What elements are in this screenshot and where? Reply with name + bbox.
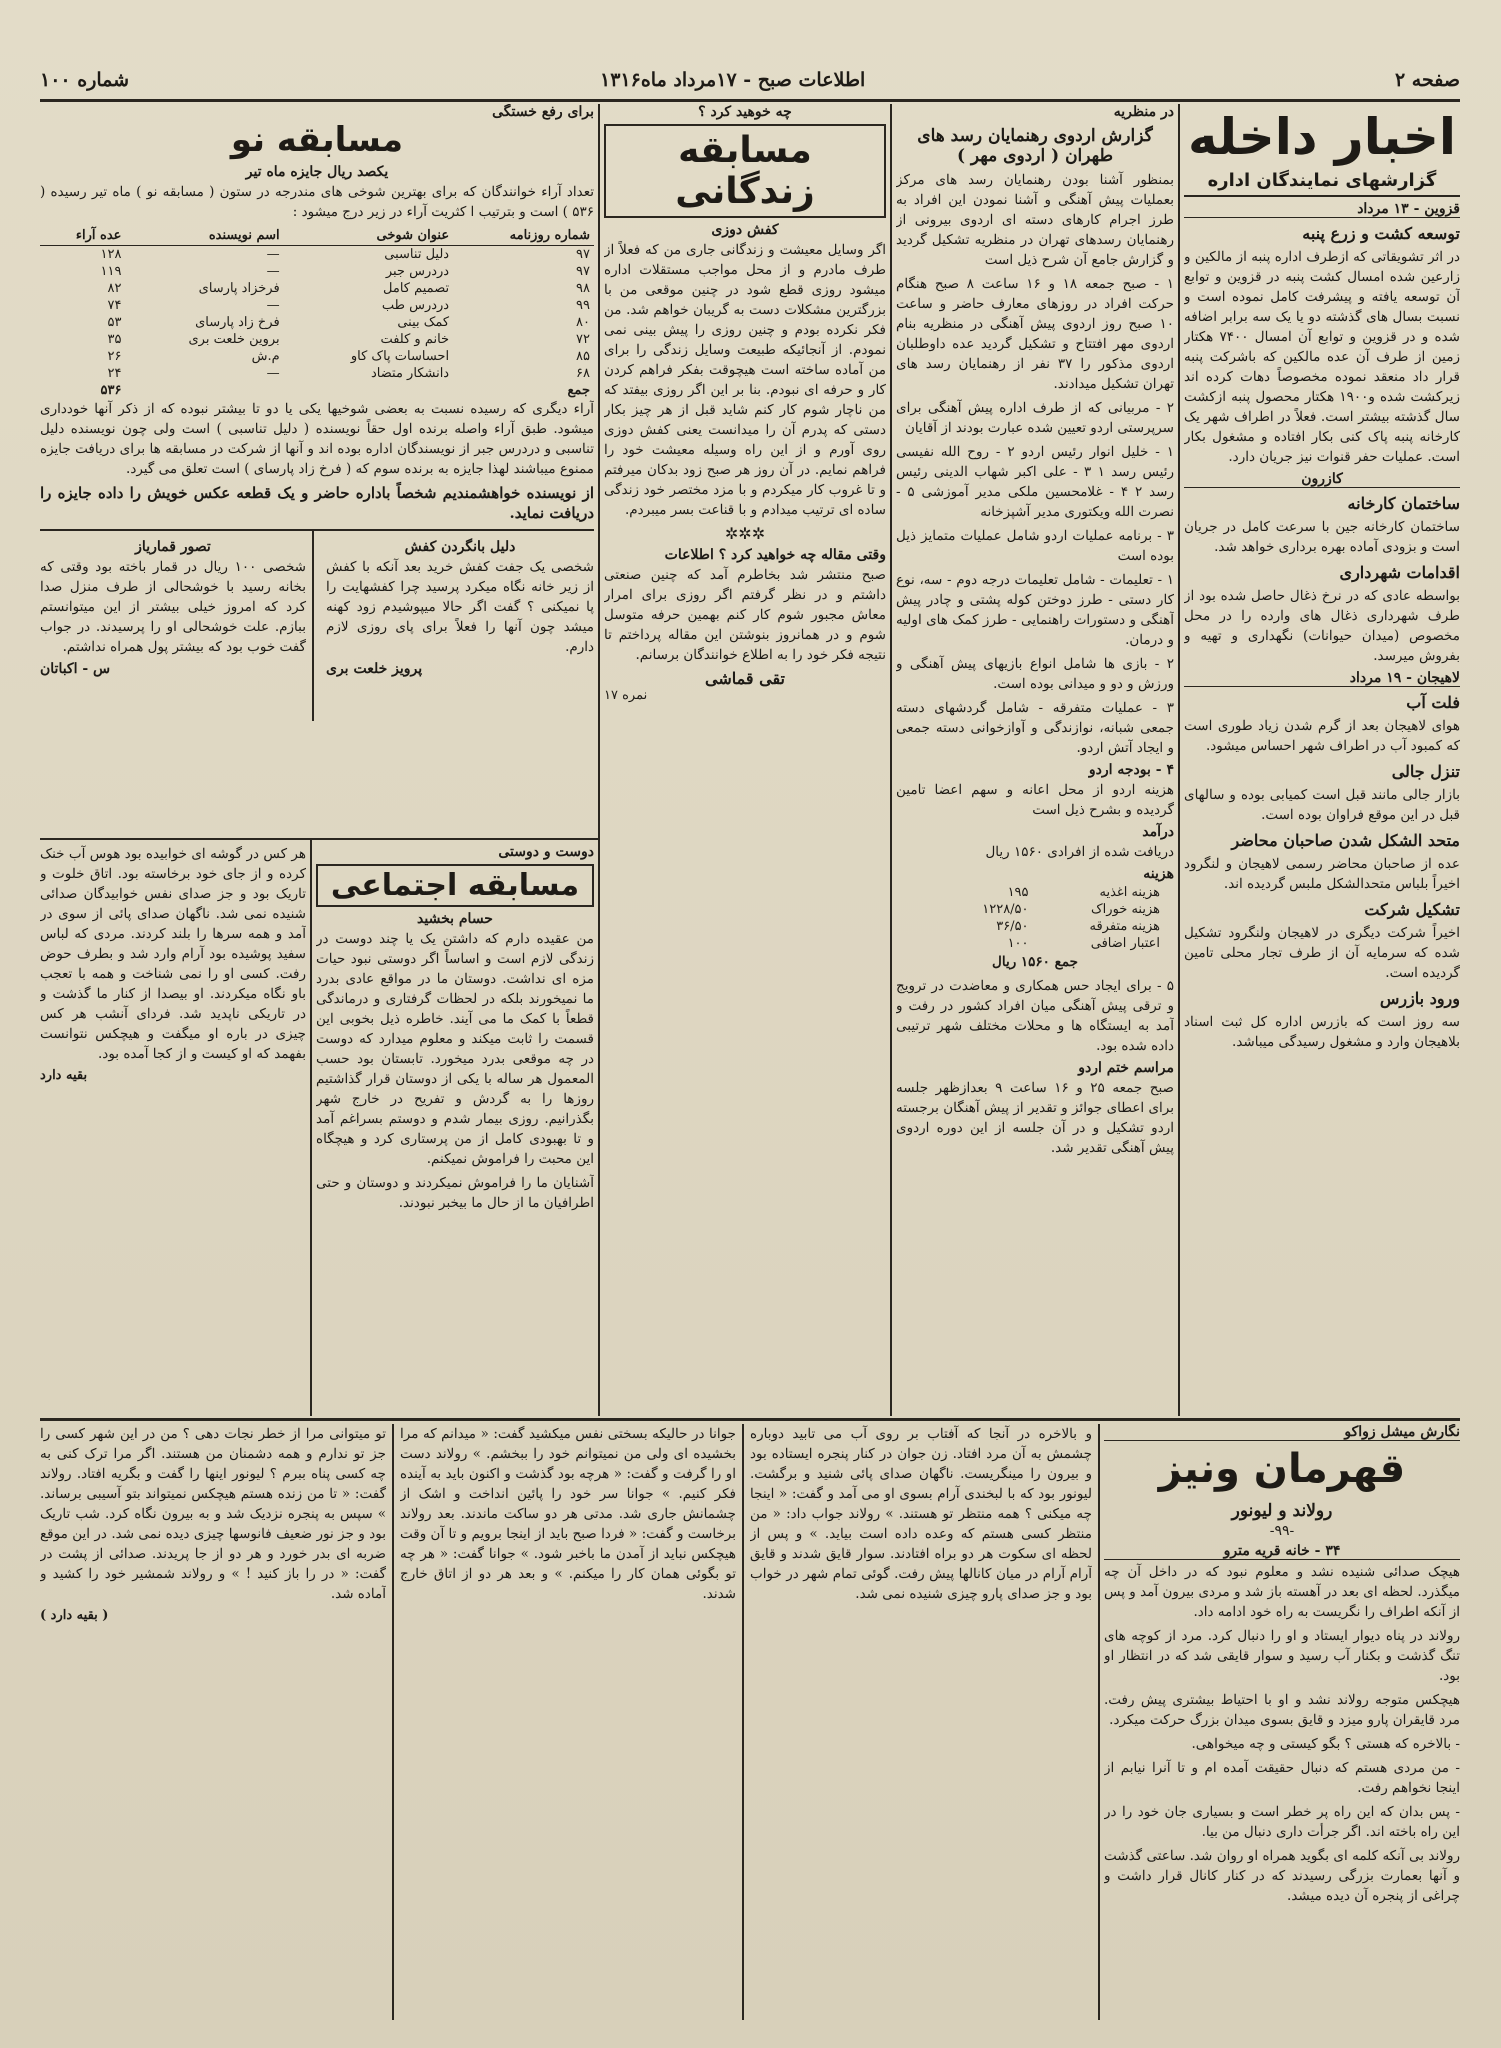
article-body: بمنظور آشنا بودن رهنمایان رسد های مرکز بعملیات پیش آهنگی و آشنا نمودن این افراد به طرز اجرام کارهای دسته ای اردوی بیرونی از رهنمایان رسدهای تهران در منظریه تشکیل گردید و گزارش جامع آن شرح ذیل است [896, 172, 1174, 268]
news-title: اخبار داخله [1187, 108, 1457, 166]
news-headline: متحد الشکل شدن صاحبان محاضر [1231, 831, 1460, 850]
section-kicker: برای رفع خستگی [492, 104, 594, 120]
table-cell: ۹۷ [576, 264, 590, 279]
column-divider [742, 1424, 744, 2020]
table-row [40, 280, 594, 297]
serial-paragraph: - پس بدان که این راه پر خطر است و بسیاری جان خود را در این راه باخته اند. اگر جرأت داری دنبال من بیا. [1104, 1804, 1460, 1840]
serial-title: قهرمان ونیز [1158, 1446, 1406, 1492]
news-body: هوای لاهیجان بعد از گرم شدن زیاد طوری است که کمبود آب در اطراف شهر احساس میشود. [1184, 718, 1460, 754]
page-number: صفحه ۲ [1394, 69, 1460, 91]
table-cell: ۷۲ [576, 332, 590, 347]
votes-table-header: اسم نویسنده [125, 226, 283, 246]
table-cell: احساسات پاک کاو [350, 349, 450, 364]
column-divider [310, 838, 312, 1416]
votes-table [40, 226, 594, 399]
table-cell: ۱۱۹ [100, 264, 122, 279]
serial-paragraph: جوانا در حالیکه بسختی نفس میکشید گفت: « میدانم که مرا بخشیده ای ولی من نمیتوانم خود را ببخشم. » رولاند دست او را گرفت و گفت: « هرچه بود گذشت و اکنون باید به آینده فکر کنیم. » جوانا سر خود را پائین انداخت و اشک از چشمانش جاری شد. مدتی هر دو ساکت ماندند. بعد رولاند برخاست و گفت: « فردا صبح باید از اینجا برویم و تا آن وقت هیچکس نباید از آمدن ما باخبر شود. » جوانا گفت: « هر چه تو بگوئی همان کار را میکنم. » و بعد هر دو از اتاق خارج شدند. [400, 1426, 736, 1602]
table-cell: هزینه خوراک [1091, 902, 1160, 917]
table-cell: ۸۲ [107, 281, 122, 296]
jokes-row [40, 529, 594, 721]
article-title: گزارش اردوی رهنمایان رسد های طهران ( اردوی مهر ) [917, 126, 1153, 166]
budget-heading: ۴ - بودجه اردو [1088, 762, 1174, 778]
serial-chapter: ۳۴ - خانه قریه مترو [1104, 1543, 1460, 1560]
article-body: ۱ - خلیل انوار رئیس اردو ۲ - روح الله نفیسی رئیس رسد ۱ ۳ - علی اکبر شهاب الدینی رئیس رسد ۲ ۴ - غلامحسین ملکی مدیر آموزشی ۵ - نصرت الله ویکتوری مدیر آشپزخانه [896, 444, 1174, 520]
news-headline: تنزل جالی [1391, 762, 1460, 781]
news-subtitle: گزارشهای نمایندگان اداره [1184, 170, 1460, 197]
internal-news-column [1184, 104, 1460, 1416]
table-cell: فرخزاد پارسای [198, 281, 280, 296]
table-row [40, 246, 594, 264]
article-body: تعداد آراء خوانندگان که برای بهترین شوخی های مندرجه در ستون ( مسابقه نو ) ماه تیر رسیده ( ۵۳۶ ) است و بترتیب ا کثریت آراء در زیر درج میشود : [40, 184, 594, 220]
votes-sum-label: جمع [567, 383, 590, 398]
table-cell: تصمیم کامل [383, 281, 450, 296]
article-title: مسابقه زندگانی [604, 124, 886, 218]
article-title: مسابقه نو [230, 120, 404, 160]
table-cell: ۱۲۲۸/۵۰ [982, 902, 1029, 917]
serial-paragraph: - بالاخره که هستی ؟ بگو کیستی و چه میخواهی. [1191, 1736, 1460, 1752]
table-cell: ۹۷ [576, 247, 590, 262]
masthead-row [40, 65, 1460, 99]
article-body: ۱ - صبح جمعه ۱۸ و ۱۶ ساعت ۸ صبح هنگام حرکت افراد در روزهای معارف حاضر و ساعت ۱۰ صبح روز اردوی پیش آهنگی در منظریه بنام اردوی مهر افتتاح و تشکیل گردید عده داوطلبان اردوی مذکور را ۳۷ نفر از رهنمایان رسد های تهران تشکیل میدادند. [896, 276, 1174, 392]
article-body: ۱ - تعلیمات - شامل تعلیمات درجه دوم - سه، نوع کار دستی - طرز دوختن کوله پشتی و چادر پیش آهنگی و دستورات راهنمایی - طرز کمک های اولیه و درمان. [896, 572, 1174, 648]
table-cell: ۸۵ [576, 349, 590, 364]
article-body: ۵ - برای ایجاد حس همکاری و معاضدت در ترویج و ترقی پیش آهنگی میان افراد کشور در رفت و آمد به ایستگاه ها و محلات مختلف شهر ترتیبی داده شده بود. [896, 978, 1174, 1054]
article-body: اگر وسایل معیشت و زندگانی جاری من که فعلاً از طرف مادرم و از محل مواجب مستقلات اداره میشود روزی قطع شود در چنین موقعی من با بزرگترین مشکلات دست به گریبان خواهم شد. من فکر نکرده بودم و چنین روزی را پیش بینی نمی نمودم. از آنجائیکه طبیعت وسایل زندگی را برای من آماده ساخته است هیچوقت بفکر فراهم کردن کار و حرفه ای نبودم. بنا بر این اگر روزی بیفتد که من ناچار شوم کار کنم شاید قبل از هر چیز بکار دستی که پدرم آن را میدانست یعنی کفش دوزی روی آورم و از این راه وسیله معیشت خود را فراهم نمایم. در آن روز هر صبح زود بدکان میرفتم و تا غروب کار میکردم و با مزد مختصر خود زندگی ساده ای ترتیب میدادم و با قناعت بسر میبردم. [604, 242, 886, 518]
serial-paragraph: رولاند بی آنکه کلمه ای بگوید همراه او روان شد. ساعتی گذشت و آنها بعمارت بزرگی رسیدند که در کنار کانال قرار داشت و چراغی از پنجره آن دیده میشد. [1104, 1848, 1460, 1904]
news-body: اخیراً شرکت دیگری در لاهیجان ولنگرود تشکیل شده که سرمایه آن از طرف تجار محلی تامین گردیده است. [1184, 925, 1460, 981]
serial-column [40, 1424, 386, 2020]
section-divider [40, 1418, 1460, 1421]
expense-heading: هزینه [1143, 866, 1174, 882]
serial-paragraph: - من مردی هستم که دنبال حقیقت آمده ام و تا آنرا نیابم از اینجا نخواهم رفت. [1104, 1760, 1460, 1796]
serial-subtitle: رولاند و لیونور [1231, 1501, 1333, 1521]
article-body: من عقیده دارم که داشتن یک یا چند دوست در زندگی لازم است و اساساً اگر دوستی نبود حیات مزه ای نداشت. دوستان ما در مواقع عادی بدرد ما نمیخورند بلکه در لحظات گرفتاری و درماندگی قطعاً با کمک ما می آیند. خاطره ذیل بخوبی این قسمت را ثابت میکند و معلوم میدارد که دوست در چه موقعی بدرد میخورد. تابستان بود حسب المعمول هر ساله با یکی از دوستان قرار گذاشتیم روزها را به گردش و تفریح در خارج شهر بگذرانیم. روزی بیمار شدم و دوستم بسراغم آمد و تا بهبودی کامل از من پرستاری کرد و هیچگاه این محبت را فراموش نمیکنم. [316, 931, 594, 1167]
table-cell: ۱۰۰ [1007, 936, 1029, 951]
article-body: ۲ - بازی ها شامل انواع بازیهای پیش آهنگی و ورزش و دو و میدانی بوده است. [896, 656, 1174, 692]
serial-author: نگارش میشل زواکو [1104, 1424, 1460, 1441]
column-divider [598, 104, 600, 1416]
article-subheading: وقتی مقاله چه خواهید کرد ؟ اطلاعات [664, 547, 886, 563]
budget-total: جمع ۱۵۶۰ ریال [992, 954, 1078, 970]
table-cell: ۹۸ [576, 281, 590, 296]
news-body: ساختمان کارخانه جین با سرعت کامل در جریان است و بزودی آماده بهره برداری خواهد شد. [1184, 519, 1460, 555]
table-cell: ۵۳ [107, 315, 122, 330]
entry-number: نمره ۱۷ [604, 688, 648, 703]
column-divider [1098, 1424, 1100, 2020]
table-cell: دردرس طب [381, 298, 450, 313]
joke-signature: پرویز خلعت بری [326, 661, 423, 677]
votes-table-header: عنوان شوخی [284, 226, 453, 246]
article-body: آشنایان ما را فراموش نمیکردند و دوستان و حتی اطرافیان ما از حال ما بیخبر نبودند. [316, 1175, 594, 1211]
continued-note: بقیه دارد [40, 1068, 88, 1083]
table-cell: — [266, 366, 280, 381]
news-headline: ورود بازرس [1379, 989, 1460, 1008]
author-name: حسام بخشید [417, 911, 493, 927]
table-cell: ۹۹ [576, 298, 590, 313]
new-contest-section [40, 104, 594, 834]
table-row [40, 331, 594, 348]
article-body: صبح منتشر شد بخاطرم آمد که چنین صنعتی داشتم و در نظر گرفتم اگر روزی برای امرار معاش مجبور شوم کار کنم بهمین حرفه متوسل شوم و در همانروز بنوشتن این مقاله پرداختم تا نتیجه فکر خود را به اطلاع خوانندگان برسانم. [604, 567, 886, 663]
votes-sum-value: ۵۳۶ [100, 383, 122, 398]
section-kicker: در منظریه [1113, 104, 1174, 120]
table-cell: ۶۸ [576, 366, 590, 381]
votes-table-header: شماره روزنامه [453, 226, 594, 246]
story-column [40, 844, 306, 1414]
joke-box [40, 535, 306, 677]
table-cell: بروین خلعت بری [188, 332, 280, 347]
dateline: کازرون [1184, 471, 1460, 488]
section-kicker: چه خوهید کرد ؟ [698, 104, 792, 120]
life-contest-column [604, 104, 886, 1416]
section-kicker: دوست و دوستی [498, 844, 594, 860]
votes-table-header: عده آراء [40, 226, 125, 246]
article-subtitle: کفش دوزی [711, 222, 779, 238]
serial-paragraph: هیچک صدائی شنیده نشد و معلوم نبود که در داخل آن چه میگذرد. لحظه ای بعد در آهسته باز شد و مردی بیرون آمد و پس از آنکه اطراف را نگریست به راه خود ادامه داد. [1104, 1564, 1460, 1620]
joke-title: دلیل بانگردن کفش [404, 539, 516, 555]
serial-column [750, 1424, 1092, 2020]
table-cell: دردرس جبر [385, 264, 450, 279]
income-heading: درآمد [1142, 824, 1174, 840]
article-subtitle: یکصد ریال جایزه ماه تیر [245, 164, 389, 180]
joke-body: شخصی یک جفت کفش خرید بعد آنکه با کفش از زیر خانه نگاه میکرد پرسید چرا کفشهایت را پا نمیکنی ؟ گفت اگر حالا میپوشیدم زود کهنه میشد چون آنها را فعلاً برای پای روزی لازم دارم. [326, 559, 594, 655]
table-cell: خانم و کلفت [380, 332, 450, 347]
news-body: سه روز است که بازرس اداره کل ثبت اسناد بلاهیجان وارد و مشغول رسیدگی میباشد. [1184, 1014, 1460, 1050]
serial-column [400, 1424, 736, 2020]
article-body: ۳ - برنامه عملیات اردو شامل عملیات متمایز ذیل بوده است [896, 528, 1174, 564]
income-line: دریافت شده از افرادی ۱۵۶۰ ریال [985, 844, 1174, 860]
joke-signature: س - اکباتان [40, 661, 111, 677]
table-cell: کمک بینی [397, 315, 450, 330]
masthead-rule [40, 99, 1460, 102]
news-headline: ساختمان کارخانه [1347, 494, 1460, 513]
table-cell: هزینه اغذیه [1099, 885, 1160, 900]
news-headline: توسعه کشت و زرع پنبه [1302, 224, 1460, 243]
table-cell: فرخ زاد پارسای [195, 315, 280, 330]
table-row [40, 348, 594, 365]
table-row [40, 297, 594, 314]
table-row [40, 314, 594, 331]
column-divider [312, 531, 314, 721]
joke-box [326, 535, 594, 677]
table-cell: دلیل تناسبی [384, 247, 450, 262]
issue-number: شماره ۱۰۰ [40, 69, 130, 91]
column-divider [1178, 104, 1180, 1416]
article-body: هزینه اردو از محل اعانه و سهم اعضا تامین گردیده و بشرح ذیل است [896, 782, 1174, 818]
table-cell: اعتبار اضافی [1090, 936, 1160, 951]
serial-part: -۹۹- [1269, 1523, 1295, 1539]
article-body: آراء دیگری که رسیده نسبت به بعضی شوخیها یکی یا دو تا بیشتر نبوده که از ذکر آنها خودداری میشود. طبق آراء واصله برنده اول حقاً نویسنده ( دلیل تناسبی ) است ولی چون نویسنده دلیل تناسبی و دردرس جبر از نویسندگان اداره بوده اند و آنها از شرکت در مسابقه ها برای دریافت جایزه ممنوع میباشند لهذا جایزه به برنده سوم که ( فرخ زاد پارسای ) است تعلق می گیرد. [40, 401, 594, 477]
table-cell: ۲۴ [107, 366, 122, 381]
news-body: عده از صاحبان محاضر رسمی لاهیجان و لنگرود اخیراً بلباس متحدالشکل ملبس گردیده اند. [1184, 856, 1460, 892]
table-cell: — [266, 264, 280, 279]
table-row [942, 884, 1164, 901]
continued-note: ( بقیه دارد ) [40, 1608, 109, 1623]
camp-report-column [896, 104, 1174, 1416]
news-headline: تشکیل شرکت [1364, 900, 1460, 919]
news-body: در اثر تشویقاتی که ازطرف اداره پنبه از مالکین و زارعین شده امسال کشت پنبه در قزوین و توابع آن توسعه یافته و پیشرفت کامل نموده است و نسبت بسال های گذشته دو یا یک سه برابر اضافه شده و در قزوین و توابع آن امسال ۷۴۰۰ هکتار زمین از طرف آن عده مالکین که باشرکت پنبه قرار داد منعقد نموده مخصوصاً دهات کرده اند زیرکشت شده و۱۹۰۰ هکتار محصول پنبه ازکشت سال گذشته بیشتر است. فعلاً در اطراف شهر یک کارخانه پنبه پاک کنی بکار افتاده و مشغول بکار است. عملیات حفر قنوات نیز جریان دارد. [1184, 249, 1460, 465]
column-divider [890, 104, 892, 1416]
table-cell: ۸۰ [576, 315, 590, 330]
table-cell: — [266, 247, 280, 262]
section-ornament: ✲✲✲ [724, 524, 766, 543]
article-body: ۳ - عملیات متفرقه - شامل گردشهای دسته جمعی شبانه، نوازندگی و آوازخوانی دسته جمعی و ایجاد آتش اردو. [896, 700, 1174, 756]
table-cell: ۲۶ [107, 349, 122, 364]
table-cell: — [266, 298, 280, 313]
table-cell: ۳۶/۵۰ [996, 919, 1029, 934]
article-body: هر کس در گوشه ای خوابیده بود هوس آب خنک کرده و از جای خود برخاسته بود. اتاق خلوت و تاریک بود و جز صدای نفس خوابیدگان صدائی شنیده نمی شد. ناگهان صدای پائی از سوی در آمد و همه سرها را بلند کردند. مردی که لباس سفید پوشیده بود آرام وارد شد و بطرف حوض رفت. کسی او را نمی شناخت و همه با تعجب باو نگاه میکردند. او بیصدا از کنار ما گذشت و در تاریکی ناپدید شد. فردای آنشب هر کس چیزی در باره او میگفت و هیچکس نتوانست بفهمد که او کیست و از کجا آمده بود. [40, 846, 306, 1062]
joke-body: شخصی ۱۰۰ ریال در قمار باخته بود وقتی که بخانه رسید با خوشحالی از طرف منزل صدا کرد که امروز خیلی بیشتر از این میتوانستم ببازم. علت خوشحالی او را پرسیدند. در جواب گفت خوب بود که بیشتر پول همراه نداشتم. [40, 559, 306, 655]
section-divider [40, 838, 598, 840]
dateline: قزوین - ۱۳ مرداد [1184, 201, 1460, 218]
serial-paragraph: تو میتوانی مرا از خطر نجات دهی ؟ من در این شهر کسی را جز تو ندارم و همه دشمنان من هستند. اگر مرا ترک کنی به چه کسی پناه ببرم ؟ لیونور اینها را گفت و بگریه افتاد. رولاند گفت: « تا من زنده هستم هیچکس نمیتواند بتو آسیبی برساند. » سپس به پنجره نزدیک شد و به بیرون نگاه کرد. شب تاریک بود و جز نور ضعیف فانوسها چیزی دیده نمی شد. در این موقع ضربه ای بدر خورد و هر دو از جا پریدند. صدائی از پشت در گفت: « در را باز کنید ! » و رولاند شمشیر خود را کشید و آماده شد. [40, 1426, 386, 1602]
article-body: صبح جمعه ۲۵ و ۱۶ ساعت ۹ بعدازظهر جلسه برای اعطای جوائز و تقدیر از پیش آهنگان برجسته اردو تشکیل و در آن جلسه از این دوره اردوی پیش آهنگی تقدیر شد. [896, 1080, 1174, 1156]
announcement: از نویسنده خواهشمندیم شخصاً باداره حاضر و یک قطعه عکس خویش را داده جایزه را دریافت نماید. [40, 484, 594, 522]
serial-header-column [1104, 1424, 1460, 2020]
table-cell: ۱۲۸ [100, 247, 122, 262]
table-cell: ۳۵ [107, 332, 122, 347]
table-row [942, 918, 1164, 935]
dateline: لاهیجان - ۱۹ مرداد [1184, 670, 1460, 687]
social-contest-column [316, 844, 594, 1414]
expense-table [942, 884, 1164, 952]
news-body: بازار جالی مانند قبل است کمیابی بوده و سالهای قبل در این موقع فراوان بوده است. [1184, 787, 1460, 823]
table-cell: ۷۴ [107, 298, 122, 313]
table-cell: هزینه متفرقه [1089, 919, 1160, 934]
table-cell: دانشکار متضاد [371, 366, 450, 381]
serial-paragraph: و بالاخره در آنجا که آفتاب بر روی آب می تابید دوباره چشمش به آن مرد افتاد. زن جوان در کنار پنجره ایستاده بود و بیرون را مینگریست. ناگهان صدای پائی شنید و برگشت. لیونور بود که با لبخندی آرام بسوی او می آمد و گفت: « اینجا چه میکنی ؟ همه منتظر تو هستند. » رولاند جواب داد: « من منتظر کسی هستم که وعده داده است بیاید. » و پس از لحظه ای سکوت هر دو براه افتادند. سوار قایق شدند و قایق آرام آرام در میان کانالها پیش رفت. گوئی تمام شهر در خواب بود و جز صدای پارو چیزی شنیده نمی شد. [750, 1426, 1092, 1602]
closing-heading: مراسم ختم اردو [1078, 1060, 1174, 1076]
news-body: بواسطه عادی که در نرخ ذغال حاصل شده بود از طرف شهرداری ذغال های وارده را در محل مخصوص (میدان حیوانات) نگهداری و تهیه و بفروش میرسد. [1184, 588, 1460, 664]
serial-paragraph: هیچکس متوجه رولاند نشد و او با احتیاط بیشتری پیش رفت. مرد قایقران پارو میزد و قایق بسوی میدان بزرگ حرکت میکرد. [1104, 1692, 1460, 1728]
table-row [40, 263, 594, 280]
table-cell: ۱۹۵ [1007, 885, 1029, 900]
joke-title: تصور قماریاز [135, 539, 211, 555]
table-cell: م.ش [251, 349, 280, 364]
table-row [40, 365, 594, 382]
table-row [942, 935, 1164, 952]
author-signature: تقی قماشی [705, 669, 785, 688]
paper-date: اطلاعات صبح - ۱۷مرداد ماه۱۳۱۶ [600, 69, 866, 91]
article-title: مسابقه اجتماعی [316, 864, 594, 907]
news-headline: فلت آب [1406, 693, 1460, 712]
column-divider [392, 1424, 394, 2020]
serial-paragraph: رولاند در پناه دیوار ایستاد و او را دنبال کرد. مرد از کوچه های تنگ گذشت و بکنار آب رسید و سوار قایقی شد که در انتظار او بود. [1104, 1628, 1460, 1684]
article-body: ۲ - مربیانی که از طرف اداره پیش آهنگی برای سرپرستی اردو تعیین شده عبارت بودند از آقایان [896, 400, 1174, 436]
table-row [942, 901, 1164, 918]
news-headline: اقدامات شهرداری [1339, 563, 1460, 582]
